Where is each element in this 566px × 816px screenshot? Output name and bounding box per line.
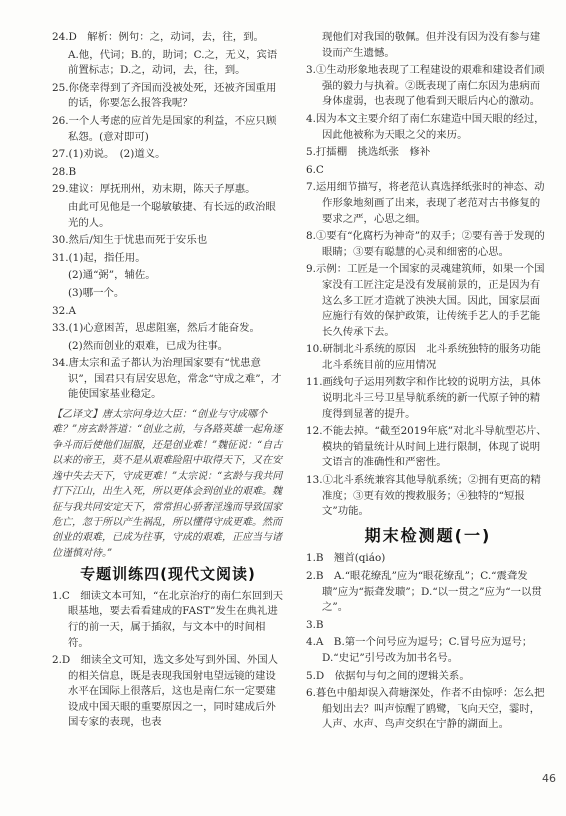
answer-item: 4.因为本文主要介绍了南仁东建造中国天眼的经过，因此他被称为天眼之父的来历。 [306,112,545,141]
section-title: 专题训练四(现代文阅读) [80,565,256,584]
answer-item: 7.运用细节描写，将老范认真选择纸张时的神态、动作形象地刻画了出来，表现了老范对古书修复的要求之严，心思之细。 [306,181,545,225]
answer-item: 1.B 翘首(qiáo) [306,552,386,565]
translation-box: 【乙译文】唐太宗问身边大臣：“创业与守成哪个难？”房玄龄答道：“创业之前，与各路英雄一起角逐争斗而后使他们屈服，还是创业难！”魏征说：“自古以来的帝王，莫不是从艰难险阻中取得天下，又在安逸中失去天下，守成更难！”太宗说：“玄龄与我共同打下江山，出生入死，所以更体会到创业的艰难。魏征与我共同安定天下，常常担心骄奢淫逸而导致国家危亡，忽于所以产生祸乱，所以懂得守成更难。然而创业的艰难，已成为往事，守成的艰难，正应当与诸位谨慎对待。” [52,409,283,559]
page-number: 46 [542,772,556,785]
left-column [52,30,284,733]
answer-item: (3)哪一个。 [68,286,125,299]
answer-item: 26.一个人考虑的应首先是国家的利益，不应只顾私怨。(意对即可) [52,114,277,143]
answer-item: 5.打擂棚 挑选纸张 修补 [306,146,431,159]
answer-item: 25.你侥幸得到了齐国而没被处死，还被齐国重用的话，你要怎么报答我呢？ [52,81,277,110]
answer-item: 32.A [52,304,77,317]
answer-item: 34.唐太宗和孟子都认为治理国家要有“忧患意识”，国君只有居安思危，常念“守成之难”，才能使国家基业稳定。 [52,357,282,401]
answer-item: 30.然后/知生于忧患而死于安乐也 [52,234,208,247]
answer-item: 由此可见他是一个聪敏敏捷、有长远的政治眼光的人。 [68,200,276,229]
answer-item: 12.不能去掉。“截至2019年底”对北斗导航型芯片、模块的销量统计从时间上进行限制，体现了说明文语言的准确性和严密性。 [306,425,547,469]
answer-item: 9.示例：工匠是一个国家的灵魂建筑师，如果一个国家没有工匠注定是没有发展前景的，正是因为有这么多工匠才造就了泱泱大国。因此，国家层面应施行有效的保护政策，让传统手艺人的手艺能长久传承下去。 [306,263,545,338]
answer-item: 24.D 解析：例句：之，动词，去，往，到。 [52,31,264,43]
answer-item: 6.C [306,163,324,176]
answer-item: 1.C 细读文本可知，“在北京治疗的南仁东回到天眼基地，要去看看建成的FAST”发生在典礼进行的前一天，属于插叙，与文本中的时间相符。 [52,589,283,649]
answer-item: 29.建议：厚抚刑州，劝末期，陈天子厚惠。 [52,183,256,196]
answer-item: 2.D 细读全文可知，选文多处写到外国、外国人的相关信息，既是表现我国射电望远镜的建设水平在国际上很落后，这也是南仁东一定要建设成中国天眼的重要原因之一，同时建成后外国专家的表现，也表 [52,654,279,729]
answer-item: 3.①生动形象地表现了工程建设的艰难和建设者们顽强的毅力与执着。②既表现了南仁东因为患病而身体虚弱，也表现了他看到天眼后内心的激动。 [306,64,545,108]
answer-item: 现他们对我国的敬佩。但并没有因为没有参与建设而产生遗憾。 [322,31,541,59]
answer-item: 8.①要有“化腐朽为神奇”的双手；②要有善于发现的眼睛；③要有聪慧的心灵和细密的心思。 [306,230,545,258]
answer-item: 11.画线句子运用列数字和作比较的说明方法，具体说明北斗三号卫星导航系统的新一代原子钟的精度得到显著的提升。 [306,376,541,420]
answer-list-right-2 [306,551,550,733]
answer-item: A.他，代词；B.的，助词；C.之，无义，宾语前置标志；D.之，动词，去，往，到。 [68,48,278,77]
answer-item: 33.(1)心意困苦，思虑阻塞，然后才能奋发。 [52,322,260,335]
answer-item: 27.(1)劝说。 (2)道义。 [52,148,166,161]
right-column [306,30,550,735]
answer-item: 10.研制北斗系统的原因 北斗系统独特的服务功能 北斗系统目前的应用情况 [306,343,552,371]
answer-item: (2)然而创业的艰难，已成为往事。 [68,339,229,352]
answer-item: 31.(1)起，指任用。 [52,251,146,264]
answer-item: 6.暮色中船却误入荷塘深处，作者不由惊呼：怎么把船划出去？叫声惊醒了鸥鹭，飞向天空，霎时，人声、水声、鸟声交织在宁静的湖面上。 [306,687,545,731]
answer-item: 28.B [52,165,77,178]
answer-item: (2)通“弼”，辅佐。 [68,269,156,282]
answer-list-right [306,30,550,520]
answer-item: 5.D 依据句与句之间的逻辑关系。 [306,669,470,682]
answer-list-left-2 [52,589,284,731]
answer-item: 3.B [306,618,324,631]
answer-item: 4.A B.第一个问号应为逗号；C.冒号应为逗号；D.“史记”引号改为加书名号。 [306,636,533,664]
answer-item: 13.①北斗系统兼容其他导航系统；②拥有更高的精准度；③更有效的搜救服务；④独特的“短报文”功能。 [306,474,541,518]
answer-item: 2.B A.“眼花缭乱”应为“眼花缭乱”；C.“震聋发聩”应为“振聋发聩”；D.“以一贯之”应为“一以贯之”。 [306,570,542,614]
exam-title: 期末检测题(一) [364,525,492,545]
answer-list-left [52,30,284,403]
